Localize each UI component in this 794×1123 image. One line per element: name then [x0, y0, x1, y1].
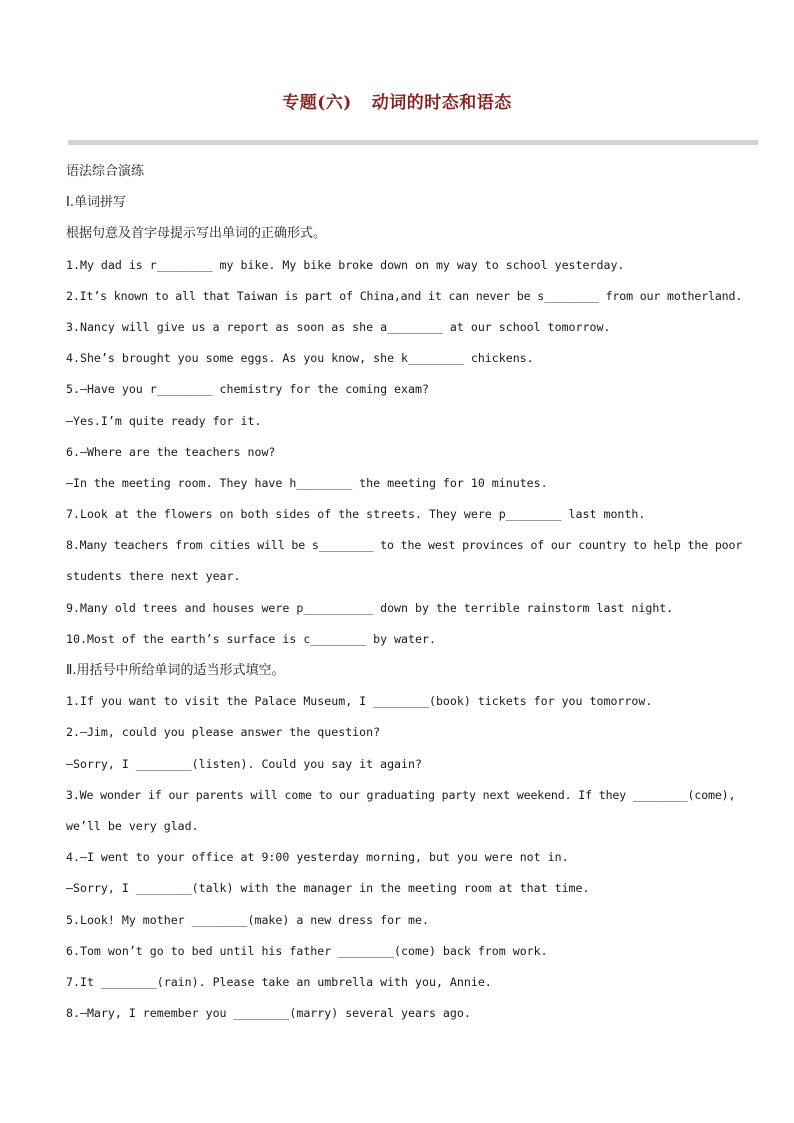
question-item: 4.—I went to your office at 9:00 yesterday morning, but you were not in.: [66, 850, 569, 865]
question-item: 10.Most of the earth’s surface is c________ by water.: [66, 631, 436, 646]
part2-heading: Ⅱ.用括号中所给单词的适当形式填空。: [66, 663, 285, 678]
title-divider: [68, 140, 758, 145]
question-continuation: we’ll be very glad.: [66, 818, 199, 833]
question-item: 2.It’s known to all that Taiwan is part of China,and it can never be s________ from our motherland.: [66, 288, 743, 303]
question-item: 9.Many old trees and houses were p__________ down by the terrible rainstorm last night.: [66, 600, 674, 615]
section-heading: 语法综合演练: [66, 164, 145, 179]
answer-line: —Sorry, I ________(listen). Could you say it again?: [66, 756, 422, 771]
question-item: 6.Tom won’t go to bed until his father ________(come) back from work.: [66, 943, 548, 958]
page-title: [0, 88, 794, 113]
question-item: 8.—Mary, I remember you ________(marry) several years ago.: [66, 1006, 471, 1021]
question-item: 8.Many teachers from cities will be s________ to the west provinces of our country to help the poor: [66, 538, 743, 553]
question-continuation: students there next year.: [66, 569, 241, 584]
question-item: 1.My dad is r________ my bike. My bike broke down on my way to school yesterday.: [66, 257, 625, 272]
question-item: 7.It ________(rain). Please take an umbrella with you, Annie.: [66, 974, 492, 989]
part1-heading: Ⅰ.单词拼写: [66, 195, 126, 211]
question-item: 5.—Have you r________ chemistry for the coming exam?: [66, 382, 429, 397]
question-item: 4.She’s brought you some eggs. As you know, she k________ chickens.: [66, 351, 534, 366]
question-item: 1.If you want to visit the Palace Museum, I ________(book) tickets for you tomorrow.: [66, 694, 653, 709]
question-item: 5.Look! My mother ________(make) a new dress for me.: [66, 912, 429, 927]
answer-line: —Yes.I’m quite ready for it.: [66, 413, 262, 428]
title-topic: 专题(六): [282, 93, 352, 113]
answer-line: —Sorry, I ________(talk) with the manager in the meeting room at that time.: [66, 881, 590, 896]
question-item: 7.Look at the flowers on both sides of the streets. They were p________ last month.: [66, 507, 646, 522]
answer-line: —In the meeting room. They have h________ the meeting for 10 minutes.: [66, 475, 548, 490]
question-item: 6.—Where are the teachers now?: [66, 444, 276, 459]
question-item: 3.We wonder if our parents will come to our graduating party next weekend. If they ________(come),: [66, 787, 736, 802]
question-item: 3.Nancy will give us a report as soon as she a________ at our school tomorrow.: [66, 319, 611, 334]
part1-instruction: 根据句意及首字母提示写出单词的正确形式。: [66, 226, 327, 242]
question-item: 2.—Jim, could you please answer the question?: [66, 725, 381, 740]
title-subject: 动词的时态和语态: [371, 93, 512, 113]
worksheet-body: [66, 156, 743, 1029]
